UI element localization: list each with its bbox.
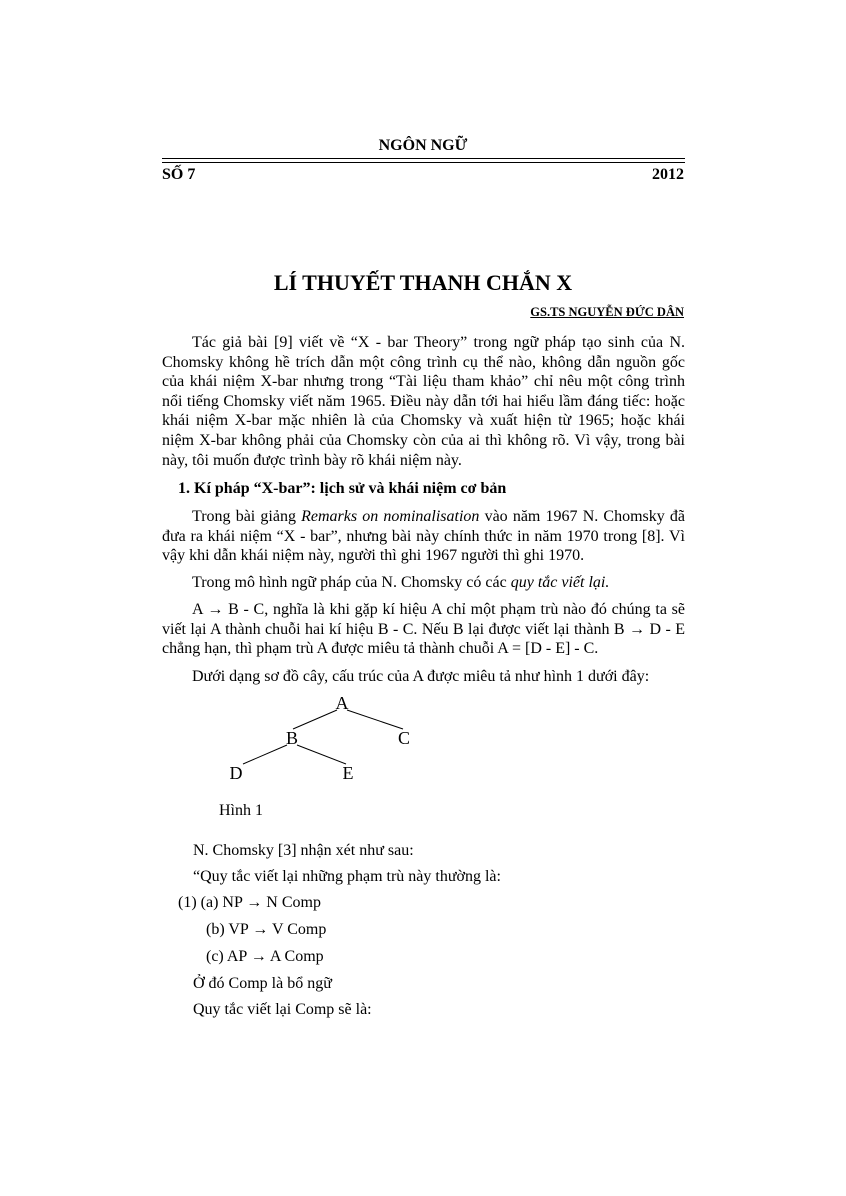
paragraph-history-end: vào năm 1967 N. Chomsky đã đưa ra khái niệm “X - bar”, nhưng bài này chính thức in năm 1970 trong [8]. Vì vậy khi dẫn khái niệm này, người thì ghi 1967 người thì ghi 1970. — [162, 508, 685, 565]
issue-year: 2012 — [652, 166, 684, 183]
tree-diagram — [220, 692, 420, 787]
paragraph-rewrite-rules-start: Trong mô hình ngữ pháp của N. Chomsky có các — [192, 574, 511, 591]
header-rule-thin — [162, 162, 685, 163]
tree-edge-a-c — [347, 710, 403, 729]
paragraph-rewrite-rules — [162, 573, 685, 593]
tree-edge-a-b — [293, 710, 337, 729]
intro-paragraph: Tác giả bài [9] viết về “X - bar Theory” trong ngữ pháp tạo sinh của N. Chomsky không hề trích dẫn một công trình cụ thể nào, không dẫn nguồn gốc của khái niệm X-bar nhưng trong “Tài liệu tham khảo” chỉ nêu một công trình nổi tiếng Chomsky viết năm 1965. Điều này dẫn tới hai hiểu lầm đáng tiếc: hoặc khái niệm X-bar mặc nhiên là của Chomsky và xuất hiện từ 1965; hoặc khái niệm X-bar không phải của Chomsky còn của ai thì không rõ. Vì vậy, trong bài này, tôi muốn được trình bày rõ khái niệm này. — [162, 334, 685, 469]
rule-a: (1) (a) NP → N Comp — [178, 894, 321, 911]
rewrite-rules-term: quy tắc viết lại. — [510, 574, 610, 591]
figure-caption: Hình 1 — [219, 802, 263, 819]
tree-node-d: D — [229, 763, 243, 783]
paper-title-italic: Remarks on nominalisation — [301, 508, 480, 525]
tree-node-b: B — [285, 728, 299, 748]
section-heading: 1. Kí pháp “X-bar”: lịch sử và khái niệm cơ bản — [178, 480, 507, 497]
paragraph-comp-rule: Quy tắc viết lại Comp sẽ là: — [193, 1001, 372, 1018]
tree-node-e: E — [342, 763, 354, 783]
journal-name: NGÔN NGỮ — [378, 137, 468, 154]
article-author: GS.TS NGUYỄN ĐỨC DÂN — [530, 305, 684, 319]
paragraph-rule-example: A → B - C, nghĩa là khi gặp kí hiệu A chỉ một phạm trù nào đó chúng ta sẽ viết lại A thành chuỗi hai kí hiệu B - C. Nếu B lại được viết lại thành B → D - E chẳng hạn, thì phạm trù A được miêu tả thành chuỗi A = [D - E] - C. — [162, 601, 685, 658]
rule-b: (b) VP → V Comp — [206, 921, 327, 938]
tree-node-c: C — [397, 728, 411, 748]
paragraph-quote-start: “Quy tắc viết lại những phạm trù này thường là: — [193, 868, 501, 885]
paragraph-tree-intro: Dưới dạng sơ đồ cây, cấu trúc của A được miêu tả như hình 1 dưới đây: — [192, 668, 650, 685]
paragraph-history — [162, 507, 685, 566]
rule-c: (c) AP → A Comp — [206, 948, 324, 965]
article-title: LÍ THUYẾT THANH CHẮN X — [273, 270, 573, 295]
tree-node-a: A — [335, 693, 349, 713]
paragraph-comp-definition: Ở đó Comp là bổ ngữ — [193, 975, 332, 992]
paragraph-chomsky-remark: N. Chomsky [3] nhận xét như sau: — [193, 842, 414, 859]
header-rule-thick — [162, 158, 685, 159]
issue-number: SỐ 7 — [162, 166, 196, 183]
tree-edge-b-d — [243, 745, 287, 764]
paragraph-history-start: Trong bài giảng — [192, 508, 302, 525]
tree-edge-b-e — [297, 745, 346, 764]
